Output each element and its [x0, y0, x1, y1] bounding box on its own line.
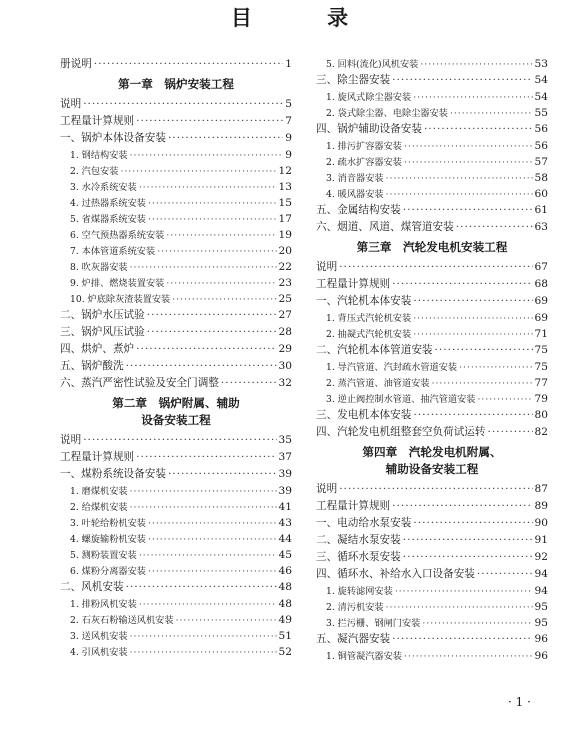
- toc-entry-page: 53: [534, 58, 548, 70]
- dot-leader: [339, 483, 532, 495]
- chapter-heading-line: 第四章 汽轮发电机附属、: [362, 445, 502, 459]
- toc-entry-title: 册说明: [60, 58, 92, 70]
- toc-entry-title: 2. 抽凝式汽轮机安装: [326, 329, 412, 340]
- dot-leader: [157, 246, 276, 257]
- toc-entry-page: 44: [278, 533, 292, 545]
- toc-entry-page: 35: [278, 434, 292, 446]
- toc-subentry[interactable]: [60, 515, 292, 531]
- dot-leader: [148, 518, 277, 529]
- toc-entry-page: 79: [534, 393, 548, 405]
- toc-entry-page: 55: [534, 107, 548, 119]
- toc-entry[interactable]: [60, 432, 292, 449]
- toc-subentry[interactable]: [316, 138, 548, 154]
- toc-entry-title: 四、烘炉、煮炉: [60, 343, 135, 355]
- toc-entry-page: 9: [285, 132, 292, 144]
- toc-entry-page: 46: [278, 565, 292, 577]
- toc-entry-title: 1. 磨煤机安装: [70, 486, 128, 497]
- toc-entry-title: 4. 暖风器安装: [326, 189, 384, 200]
- chapter-heading-line: 第一章 锅炉安装工程: [118, 77, 234, 91]
- toc-entry-title: 三、锅炉风压试验: [60, 326, 145, 338]
- toc-subentry[interactable]: [60, 547, 292, 563]
- toc-entry[interactable]: [316, 259, 548, 276]
- dot-leader: [432, 378, 533, 389]
- dot-leader: [403, 534, 533, 546]
- dot-leader: [392, 74, 532, 86]
- toc-entry-page: 80: [534, 409, 548, 421]
- toc-entry-title: 2. 蒸汽管道、油管道安装: [326, 378, 430, 389]
- toc-entry-title: 三、除尘器安装: [316, 74, 391, 86]
- chapter-heading-line: 第二章 锅炉附属、辅助: [112, 396, 240, 410]
- toc-subentry[interactable]: [316, 326, 548, 342]
- toc-entry[interactable]: [316, 424, 548, 441]
- toc-entry-page: 82: [534, 426, 548, 438]
- dot-leader: [404, 651, 533, 662]
- toc-entry-title: 一、煤粉系统设备安装: [60, 468, 166, 480]
- toc-entry-title: 1. 背压式汽轮机安装: [326, 313, 412, 324]
- toc-entry-page: 15: [278, 197, 292, 209]
- toc-subentry[interactable]: [316, 615, 548, 631]
- toc-entry-title: 3. 水冷系统安装: [70, 182, 137, 193]
- dot-leader: [126, 581, 277, 593]
- toc-entry-page: 96: [534, 650, 548, 662]
- toc-entry-page: 39: [278, 468, 292, 480]
- toc-entry-title: 2. 袋式除尘器、电除尘器安装: [326, 108, 448, 119]
- toc-subentry[interactable]: [60, 563, 292, 579]
- dot-leader: [422, 618, 532, 629]
- toc-entry-page: 61: [534, 204, 548, 216]
- toc-entry-title: 3. 送风机安装: [70, 631, 128, 642]
- dot-leader: [403, 551, 533, 563]
- toc-entry[interactable]: [60, 579, 292, 596]
- toc-entry-title: 1. 铜管凝汽器安装: [326, 651, 402, 662]
- dot-leader: [488, 426, 533, 438]
- toc-entry-page: 39: [278, 485, 292, 497]
- toc-entry[interactable]: [60, 341, 292, 358]
- toc-entry[interactable]: [60, 307, 292, 324]
- toc-entry-title: 一、锅炉本体设备安装: [60, 132, 166, 144]
- toc-entry[interactable]: [60, 56, 292, 73]
- toc-entry-title: 1. 导汽管道、汽封疏水管道安装: [326, 362, 458, 373]
- toc-subentry[interactable]: [60, 596, 292, 612]
- dot-leader: [456, 221, 533, 233]
- dot-leader: [339, 261, 532, 273]
- toc-left-column: [60, 56, 292, 660]
- toc-entry-page: 12: [278, 165, 292, 177]
- toc-subentry[interactable]: [60, 259, 292, 275]
- toc-entry-title: 说明: [60, 98, 82, 110]
- dot-leader: [392, 633, 532, 645]
- dot-leader: [386, 602, 533, 613]
- toc-entry-title: 4. 引风机安装: [70, 647, 128, 658]
- chapter-heading-line: 第三章 汽轮发电机安装工程: [356, 240, 508, 254]
- toc-entry-page: 58: [534, 172, 548, 184]
- toc-entry[interactable]: [316, 481, 548, 498]
- toc-subentry[interactable]: [60, 163, 292, 179]
- toc-entry[interactable]: [60, 358, 292, 375]
- chapter-heading-line: 辅助设备安装工程: [385, 462, 479, 476]
- dot-leader: [139, 599, 277, 610]
- toc-entry-title: 2. 给煤机安装: [70, 502, 128, 513]
- toc-entry-title: 6. 空气预热器系统安装: [70, 230, 165, 241]
- dot-leader: [168, 132, 283, 144]
- toc-entry-title: 二、风机安装: [60, 581, 124, 593]
- toc-subentry[interactable]: [60, 628, 292, 644]
- dot-leader: [126, 360, 277, 372]
- toc-entry-title: 二、锅炉水压试验: [60, 309, 145, 321]
- toc-subentry[interactable]: [60, 147, 292, 163]
- toc-entry-page: 56: [534, 123, 548, 135]
- toc-entry-title: 3. 消音器安装: [326, 173, 384, 184]
- dot-leader: [83, 98, 283, 110]
- toc-subentry[interactable]: [316, 599, 548, 615]
- toc-entry-title: 2. 汽包安装: [70, 166, 119, 177]
- page-number: · 1 ·: [508, 695, 531, 709]
- dot-leader: [136, 451, 276, 463]
- dot-leader: [478, 394, 533, 405]
- toc-entry-page: 28: [278, 326, 292, 338]
- toc-entry[interactable]: [316, 532, 548, 549]
- toc-entry-page: 30: [278, 360, 292, 372]
- toc-entry-page: 87: [534, 483, 548, 495]
- toc-entry-title: 五、锅炉酸洗: [60, 360, 124, 372]
- dot-leader: [166, 230, 276, 241]
- toc-entry-page: 75: [534, 361, 548, 373]
- dot-leader: [221, 377, 277, 389]
- dot-leader: [172, 294, 276, 305]
- toc-entry-title: 9. 炉排、燃烧装置安装: [70, 278, 165, 289]
- toc-entry-page: 49: [278, 614, 292, 626]
- toc-entry-title: 四、锅炉辅助设备安装: [316, 123, 422, 135]
- toc-entry-page: 32: [278, 377, 292, 389]
- toc-entry[interactable]: [60, 113, 292, 130]
- toc-subentry[interactable]: [60, 227, 292, 243]
- toc-entry[interactable]: [60, 466, 292, 483]
- toc-entry-page: 48: [278, 581, 292, 593]
- toc-subentry[interactable]: [316, 359, 548, 375]
- toc-subentry[interactable]: [316, 56, 548, 72]
- dot-leader: [386, 173, 533, 184]
- toc-subentry[interactable]: [60, 644, 292, 660]
- toc-entry[interactable]: [60, 96, 292, 113]
- toc-entry[interactable]: [316, 407, 548, 424]
- toc-entry-page: 54: [534, 74, 548, 86]
- dot-leader: [147, 309, 277, 321]
- toc-subentry[interactable]: [60, 531, 292, 547]
- toc-entry-title: 1. 旋风式除尘器安装: [326, 92, 412, 103]
- toc-entry[interactable]: [316, 342, 548, 359]
- toc-entry-page: 94: [534, 568, 548, 580]
- dot-leader: [130, 502, 277, 513]
- toc-entry[interactable]: [316, 293, 548, 310]
- toc-entry-page: 5: [285, 98, 292, 110]
- toc-entry-page: 17: [278, 213, 292, 225]
- toc-entry-page: 91: [534, 534, 548, 546]
- dot-leader: [413, 295, 532, 307]
- toc-entry-title: 1. 钢结构安装: [70, 150, 128, 161]
- toc-entry-title: 2. 疏水扩容器安装: [326, 157, 402, 168]
- dot-leader: [477, 568, 533, 580]
- toc-entry-title: 三、发电机本体安装: [316, 409, 412, 421]
- toc-entry-page: 67: [534, 261, 548, 273]
- dot-leader: [130, 262, 277, 273]
- toc-entry-page: 69: [534, 312, 548, 324]
- toc-entry[interactable]: [60, 324, 292, 341]
- dot-leader: [94, 58, 283, 70]
- dot-leader: [139, 182, 277, 193]
- chapter-heading: [60, 73, 292, 96]
- toc-entry-page: 69: [534, 295, 548, 307]
- toc-entry-title: 3. 叶轮给粉机安装: [70, 518, 146, 529]
- toc-entry-title: 六、蒸汽严密性试验及安全门调整: [60, 377, 219, 389]
- toc-entry-page: 54: [534, 91, 548, 103]
- toc-entry-title: 二、汽轮机本体管道安装: [316, 344, 433, 356]
- toc-subentry[interactable]: [316, 583, 548, 599]
- toc-entry-title: 1. 旋转滤网安装: [326, 586, 393, 597]
- toc-entry[interactable]: [316, 631, 548, 648]
- dot-leader: [168, 468, 277, 480]
- toc-subentry[interactable]: [316, 154, 548, 170]
- toc-entry[interactable]: [316, 498, 548, 515]
- chapter-heading: [316, 441, 548, 481]
- dot-leader: [413, 409, 532, 421]
- toc-subentry[interactable]: [316, 89, 548, 105]
- toc-entry-page: 56: [534, 140, 548, 152]
- toc-entry-title: 1. 排粉风机安装: [70, 599, 137, 610]
- toc-entry-title: 二、凝结水泵安装: [316, 534, 401, 546]
- toc-right-column: [316, 56, 548, 664]
- dot-leader: [130, 647, 277, 658]
- toc-entry[interactable]: [316, 276, 548, 293]
- dot-leader: [136, 115, 283, 127]
- toc-entry[interactable]: [316, 121, 548, 138]
- dot-leader: [120, 166, 276, 177]
- toc-entry-page: 20: [278, 245, 292, 257]
- toc-entry[interactable]: [316, 515, 548, 532]
- toc-entry-page: 29: [278, 343, 292, 355]
- toc-entry-title: 一、电动给水泵安装: [316, 517, 412, 529]
- toc-entry-title: 工程量计算规则: [316, 500, 391, 512]
- toc-entry[interactable]: [316, 566, 548, 583]
- toc-entry-title: 7. 本体管道系统安装: [70, 246, 156, 257]
- toc-entry-page: 37: [278, 451, 292, 463]
- toc-entry-page: 1: [285, 58, 292, 70]
- toc-entry-page: 22: [278, 261, 292, 273]
- toc-entry-page: 75: [534, 344, 548, 356]
- toc-entry-page: 41: [278, 501, 292, 513]
- dot-leader: [413, 517, 532, 529]
- toc-subentry[interactable]: [316, 648, 548, 664]
- toc-entry-page: 45: [278, 549, 292, 561]
- toc-entry-page: 25: [278, 293, 292, 305]
- dot-leader: [176, 615, 277, 626]
- toc-entry-page: 23: [278, 277, 292, 289]
- toc-entry[interactable]: [60, 449, 292, 466]
- toc-entry-page: 27: [278, 309, 292, 321]
- toc-entry-page: 71: [534, 328, 548, 340]
- toc-entry-page: 89: [534, 500, 548, 512]
- toc-subentry[interactable]: [60, 612, 292, 628]
- dot-leader: [139, 550, 277, 561]
- dot-leader: [395, 586, 533, 597]
- toc-entry-page: 13: [278, 181, 292, 193]
- toc-subentry[interactable]: [316, 391, 548, 407]
- toc-entry[interactable]: [60, 130, 292, 147]
- dot-leader: [130, 150, 284, 161]
- dot-leader: [413, 329, 532, 340]
- dot-leader: [147, 326, 277, 338]
- toc-entry-title: 四、汽轮发电机组整套空负荷试运转: [316, 426, 486, 438]
- chapter-heading: [316, 236, 548, 259]
- dot-leader: [130, 486, 277, 497]
- toc-subentry[interactable]: [60, 195, 292, 211]
- toc-entry-title: 说明: [316, 483, 338, 495]
- toc-entry-title: 2. 清污机安装: [326, 602, 384, 613]
- dot-leader: [136, 343, 276, 355]
- toc-entry-title: 1. 排污扩容器安装: [326, 141, 402, 152]
- toc-entry-title: 5. 测粉装置安装: [70, 550, 137, 561]
- dot-leader: [148, 566, 277, 577]
- toc-subentry[interactable]: [60, 243, 292, 259]
- toc-entry-title: 10. 炉底除灰渣装置安装: [70, 294, 171, 305]
- toc-entry-page: 19: [278, 229, 292, 241]
- dot-leader: [435, 344, 533, 356]
- toc-entry-title: 三、循环水泵安装: [316, 551, 401, 563]
- toc-entry[interactable]: [316, 72, 548, 89]
- dot-leader: [148, 214, 277, 225]
- dot-leader: [392, 500, 532, 512]
- toc-entry-page: 92: [534, 551, 548, 563]
- toc-entry-title: 五、金属结构安装: [316, 204, 401, 216]
- chapter-heading-line: 设备安装工程: [141, 413, 211, 427]
- dot-leader: [413, 313, 532, 324]
- toc-entry-page: 7: [285, 115, 292, 127]
- toc-entry-title: 5. 回料(流化)风机安装: [326, 59, 419, 70]
- toc-entry-title: 4. 过热器系统安装: [70, 198, 146, 209]
- toc-entry[interactable]: [316, 549, 548, 566]
- toc-entry-page: 96: [534, 633, 548, 645]
- dot-leader: [413, 92, 532, 103]
- dot-leader: [404, 157, 533, 168]
- toc-entry-page: 90: [534, 517, 548, 529]
- toc-entry-title: 工程量计算规则: [316, 278, 391, 290]
- dot-leader: [148, 198, 277, 209]
- toc-entry-page: 9: [285, 149, 292, 161]
- toc-entry-title: 说明: [60, 434, 82, 446]
- toc-subentry[interactable]: [316, 375, 548, 391]
- toc-entry[interactable]: [316, 202, 548, 219]
- dot-leader: [403, 204, 533, 216]
- dot-leader: [404, 141, 533, 152]
- toc-entry-title: 四、循环水、补给水入口设备安装: [316, 568, 475, 580]
- toc-subentry[interactable]: [60, 499, 292, 515]
- toc-entry-title: 5. 省煤器系统安装: [70, 214, 146, 225]
- toc-entry-title: 工程量计算规则: [60, 115, 135, 127]
- toc-entry-page: 57: [534, 156, 548, 168]
- toc-entry-title: 五、凝汽器安装: [316, 633, 391, 645]
- toc-entry-page: 51: [278, 630, 292, 642]
- toc-entry-title: 6. 煤粉分离器安装: [70, 566, 146, 577]
- toc-subentry[interactable]: [60, 291, 292, 307]
- dot-leader: [166, 278, 276, 289]
- toc-subentry[interactable]: [316, 170, 548, 186]
- toc-entry-title: 3. 逆止阀控制水管道、抽汽管道安装: [326, 394, 476, 405]
- page-title: 目 录: [230, 5, 383, 30]
- dot-leader: [424, 123, 533, 135]
- dot-leader: [392, 278, 532, 290]
- toc-entry-page: 94: [534, 585, 548, 597]
- toc-entry-page: 95: [534, 617, 548, 629]
- toc-subentry[interactable]: [316, 310, 548, 326]
- toc-entry-title: 4. 螺旋输粉机安装: [70, 534, 146, 545]
- toc-subentry[interactable]: [60, 179, 292, 195]
- toc-entry-title: 一、汽轮机本体安装: [316, 295, 412, 307]
- toc-subentry[interactable]: [316, 186, 548, 202]
- toc-subentry[interactable]: [60, 483, 292, 499]
- toc-entry-page: 95: [534, 601, 548, 613]
- toc-entry[interactable]: [60, 375, 292, 392]
- toc-entry-page: 77: [534, 377, 548, 389]
- toc-subentry[interactable]: [60, 211, 292, 227]
- dot-leader: [148, 534, 277, 545]
- toc-entry-title: 8. 吹灰器安装: [70, 262, 128, 273]
- toc-entry-title: 六、烟道、风道、煤管道安装: [316, 221, 454, 233]
- toc-entry[interactable]: [316, 219, 548, 236]
- toc-entry-page: 63: [534, 221, 548, 233]
- toc-entry-title: 工程量计算规则: [60, 451, 135, 463]
- toc-subentry[interactable]: [60, 275, 292, 291]
- dot-leader: [130, 631, 277, 642]
- toc-entry-page: 52: [278, 646, 292, 658]
- toc-entry-title: 2. 石灰石粉输送风机安装: [70, 615, 174, 626]
- dot-leader: [386, 189, 533, 200]
- toc-entry-page: 43: [278, 517, 292, 529]
- toc-entry-page: 68: [534, 278, 548, 290]
- toc-entry-page: 48: [278, 598, 292, 610]
- toc-entry-page: 60: [534, 188, 548, 200]
- dot-leader: [459, 362, 532, 373]
- dot-leader: [420, 59, 532, 70]
- dot-leader: [450, 108, 533, 119]
- chapter-heading: [60, 392, 292, 432]
- toc-entry-title: 说明: [316, 261, 338, 273]
- toc-subentry[interactable]: [316, 105, 548, 121]
- dot-leader: [83, 434, 276, 446]
- toc-entry-title: 3. 拦污栅、钢闸门安装: [326, 618, 421, 629]
